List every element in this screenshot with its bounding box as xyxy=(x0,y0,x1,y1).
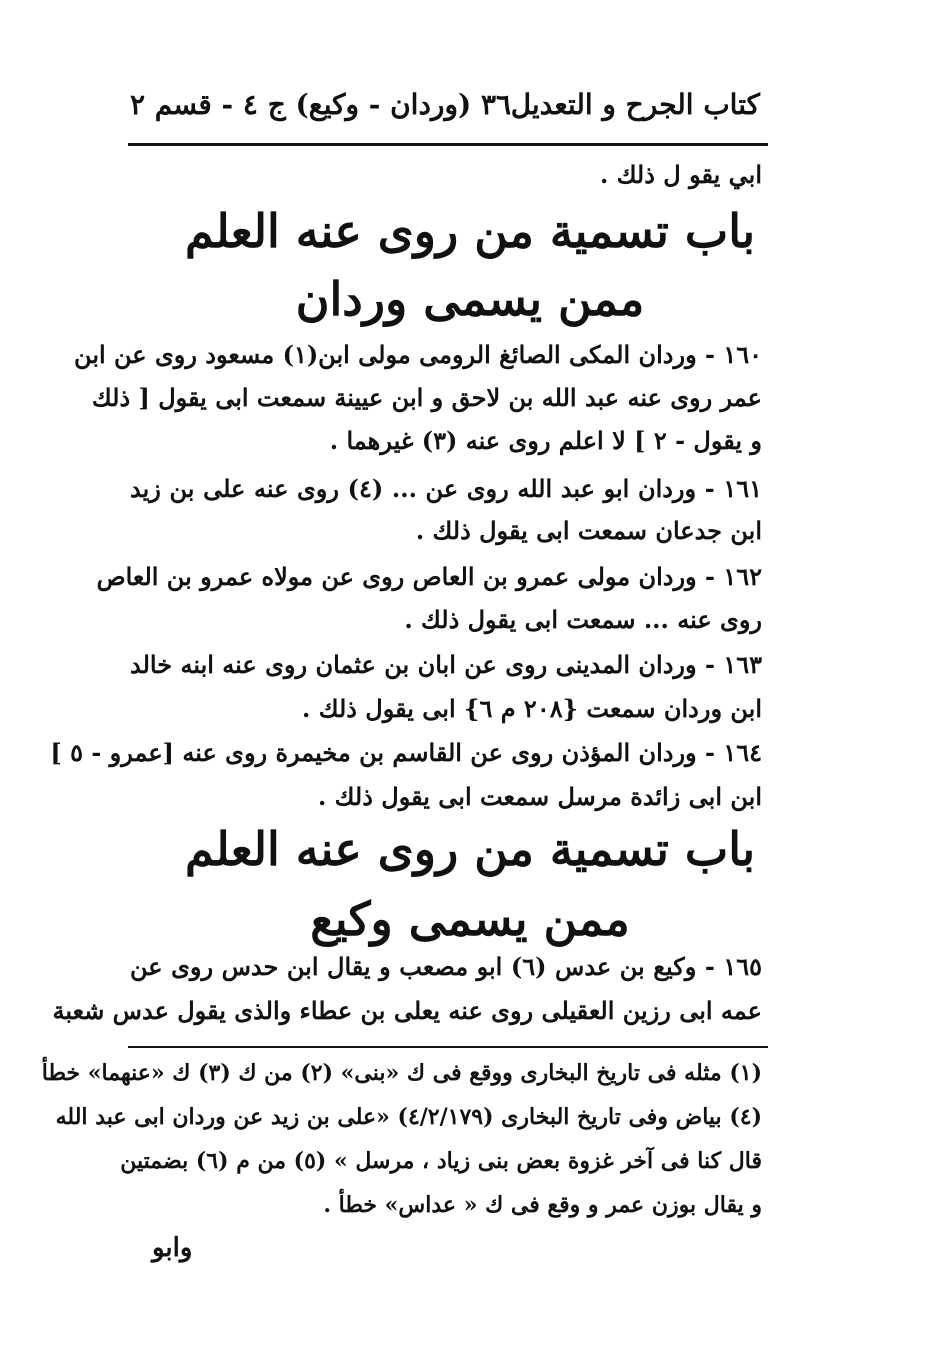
chapter-title: باب تسمية من روى عنه العلم xyxy=(184,822,756,876)
entry-line: ابن وردان سمعت {٢٠٨ م ٦} ابى يقول ذلك . xyxy=(302,694,762,723)
entry-line: ١٦٣ - وردان المدينى روى عن ابان بن عثمان روى عنه ابنه خالد xyxy=(130,650,762,679)
footnote-line: قال كنا فى آخر غزوة بعض بنى زياد ، مرسل » (٥) من م (٦) بضمتين xyxy=(120,1148,762,1174)
entry-line: ١٦٠ - وردان المكى الصائغ الرومى مولى ابن(١) مسعود روى عن ابن xyxy=(74,340,762,369)
entry-line: ابن ابى زائدة مرسل سمعت ابى يقول ذلك . xyxy=(317,782,762,811)
header-rule xyxy=(128,143,768,146)
entry-line: ابن جدعان سمعت ابى يقول ذلك . xyxy=(415,516,762,545)
entry-line: ١٦٤ - وردان المؤذن روى عن القاسم بن مخيمرة روى عنه [عمرو - ٥ ] xyxy=(50,738,762,767)
chapter-subtitle: ممن يسمى وكيع xyxy=(310,892,630,946)
page-info: ٣٦ (وردان - وكيع) ج ٤ - قسم ٢ xyxy=(130,88,512,121)
footnote-line: (٤) بياض وفى تاريخ البخارى (٤/٢/١٧٩) «على بن زيد عن وردان ابى عبد الله xyxy=(55,1104,762,1130)
entry-line: و يقول - ٢ ] لا اعلم روى عنه (٣) غيرهما . xyxy=(329,426,762,455)
entry-line: ١٦٥ - وكيع بن عدس (٦) ابو مصعب و يقال ابن حدس روى عن xyxy=(130,952,762,981)
entry-line: ١٦١ - وردان ابو عبد الله روى عن ... (٤) روى عنه على بن زيد xyxy=(130,474,762,503)
entry-line: ١٦٢ - وردان مولى عمرو بن العاص روى عن مولاه عمرو بن العاص xyxy=(96,562,762,591)
entry-line: روى عنه ... سمعت ابى يقول ذلك . xyxy=(404,605,762,634)
book-title: كتاب الجرح و التعديل xyxy=(510,88,760,121)
running-header xyxy=(130,84,760,130)
footnote-rule xyxy=(128,1046,768,1048)
footnote-line: (١) مثله فى تاريخ البخارى ووقع فى ك «بنى» (٢) من ك (٣) ك «عنهما» خطأ xyxy=(41,1060,762,1086)
chapter-subtitle: ممن يسمى وردان xyxy=(295,272,645,326)
entry-line: عمر روى عنه عبد الله بن لاحق و ابن عيينة سمعت ابى يقول [ ذلك xyxy=(91,383,762,412)
intro-line: ابي يقو ل ذلك . xyxy=(599,160,762,189)
footnote-line: و يقال بوزن عمر و وقع فى ك « عداس» خطأ . xyxy=(323,1192,762,1218)
catchword: وابو xyxy=(152,1233,193,1263)
chapter-title: باب تسمية من روى عنه العلم xyxy=(184,204,756,258)
entry-line: عمه ابى رزين العقيلى روى عنه يعلى بن عطاء والذى يقول عدس شعبة xyxy=(52,996,762,1025)
